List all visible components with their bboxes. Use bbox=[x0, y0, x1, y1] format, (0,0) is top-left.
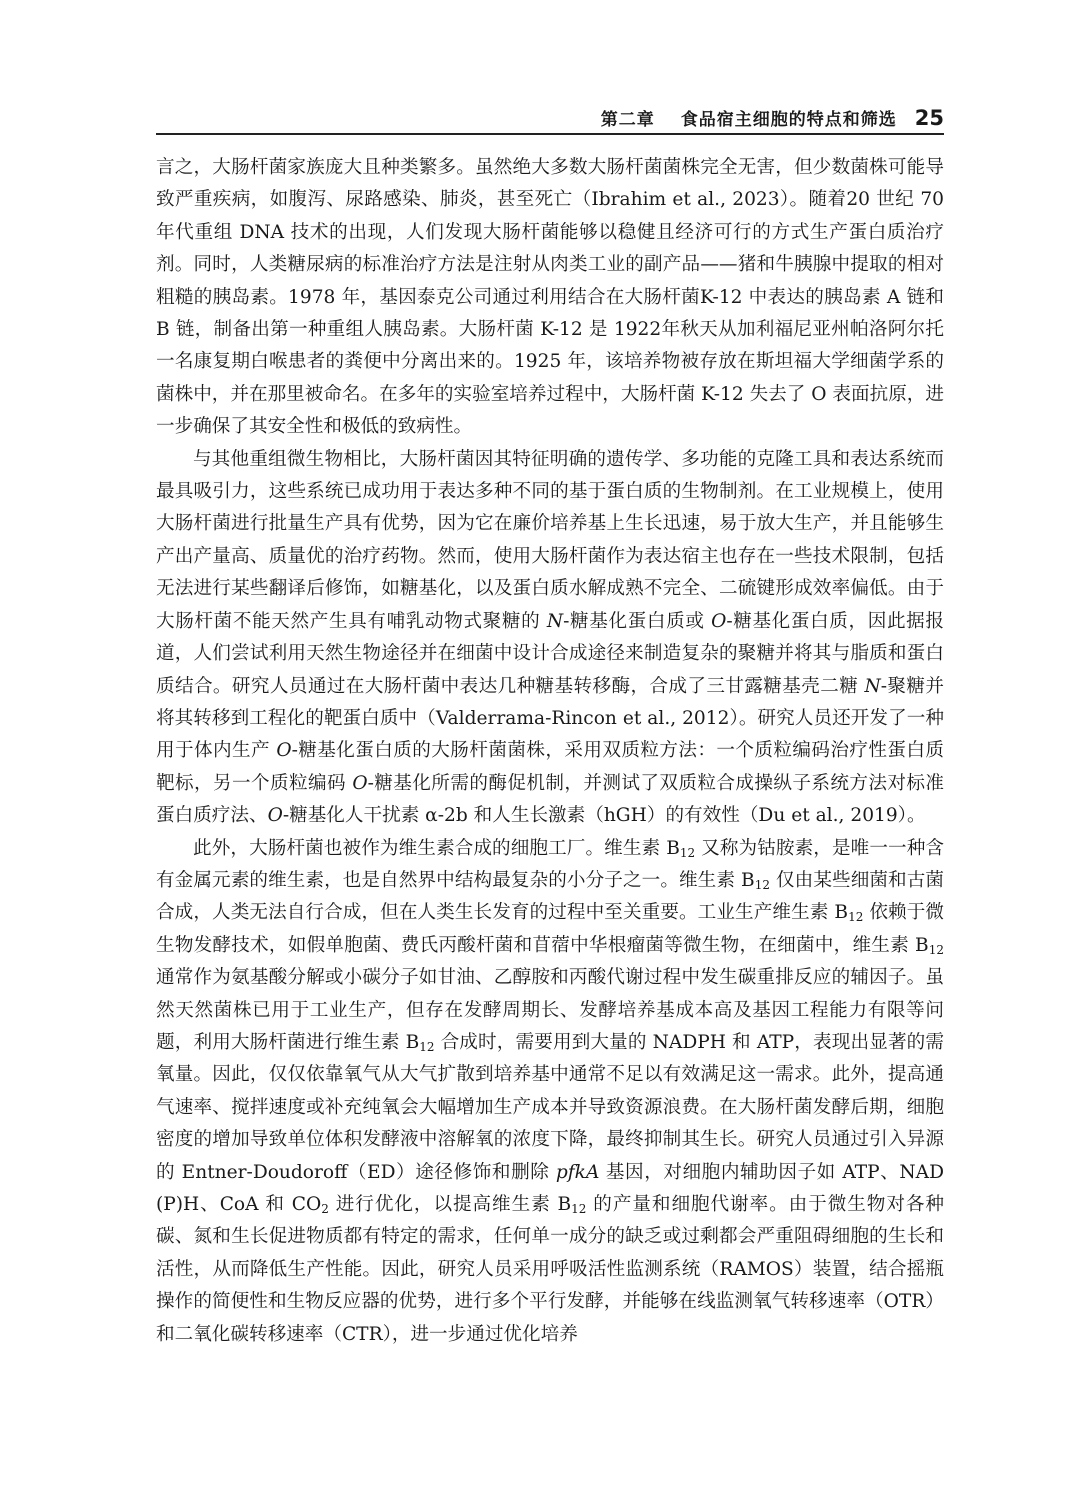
chapter-title: 食品宿主细胞的特点和筛选 bbox=[680, 110, 897, 130]
page-number: 25 bbox=[914, 106, 944, 130]
chapter-label: 第二章 bbox=[600, 110, 655, 130]
body-text bbox=[156, 152, 944, 1351]
running-head bbox=[156, 100, 944, 130]
paragraph-3: 此外，大肠杆菌也被作为维生素合成的细胞工厂。维生素 $B_{12}$ 又称为钴胺素，是唯一一种含有金属元素的维生素，也是自然界中结构最复杂的小分子之一。维生素 $B_{12}$ 仅由某些细菌和古菌合成，人类无法自行合成，但在人类生长发育的过程中至关重要。工业生产维生素 $B_{12}$ 依赖于微生物发酵技术，如假单胞菌、费氏丙酸杆菌和苜蓿中华根瘤菌等微生物，在细菌中，维生素 $B_{12}$ 通常作为氨基酸分解或小碳分子如甘油、乙醇胺和丙酸代谢过程中发生碳重排反应的辅因子。虽然天然菌株已用于工业生产，但存在发酵周期长、发酵培养基成本高及基因工程能力有限等问题，利用大肠杆菌进行维生素 $B_{12}$ 合成时，需要用到大量的 NADPH 和 ATP，表现出显著的需氧量。因此，仅仅依靠氧气从大气扩散到培养基中通常不足以有效满足这一需求。此外，提高通气速率、搅拌速度或补充纯氧会大幅增加生产成本并导致资源浪费。在大肠杆菌发酵后期，细胞密度的增加导致单位体积发酵液中溶解氧的浓度下降，最终抑制其生长。研究人员通过引入异源的 Entner-Doudoroff（ED）途径修饰和删除 pfkA 基因，对细胞内辅助因子如 ATP、NAD(P)H、CoA 和 $CO_2$ 进行优化，以提高维生素 $B_{12}$ 的产量和细胞代谢率。由于微生物对各种碳、氮和生长促进物质都有特定的需求，任何单一成分的缺乏或过剩都会严重阻碍细胞的生长和活性，从而降低生产性能。因此，研究人员采用呼吸活性监测系统（RAMOS）装置，结合摇瓶操作的简便性和生物反应器的优势，进行多个平行发酵，并能够在线监测氧气转移速率（OTR）和二氧化碳转移速率（CTR），进一步通过优化培养 bbox=[156, 837, 945, 1345]
paragraph-2: 与其他重组微生物相比，大肠杆菌因其特征明确的遗传学、多功能的克隆工具和表达系统而最具吸引力，这些系统已成功用于表达多种不同的基于蛋白质的生物制剂。在工业规模上，使用大肠杆菌进行批量生产具有优势，因为它在廉价培养基上生长迅速，易于放大生产，并且能够生产出产量高、质量优的治疗药物。然而，使用大肠杆菌作为表达宿主也存在一些技术限制，包括无法进行某些翻译后修饰，如糖基化，以及蛋白质水解成熟不完全、二硫键形成效率偏低。由于大肠杆菌不能天然产生具有哺乳动物式聚糖的 N-糖基化蛋白质或 O-糖基化蛋白质，因此据报道，人们尝试利用天然生物途径并在细菌中设计合成途径来制造复杂的聚糖并将其与脂质和蛋白质结合。研究人员通过在大肠杆菌中表达几种糖基转移酶，合成了三甘露糖基壳二糖 N-聚糖并将其转移到工程化的靶蛋白质中（Valderrama-Rincon et al., 2012）。研究人员还开发了一种用于体内生产 O-糖基化蛋白质的大肠杆菌菌株，采用双质粒方法：一个质粒编码治疗性蛋白质靶标，另一个质粒编码 O-糖基化所需的酶促机制，并测试了双质粒合成操纵子系统方法对标准蛋白质疗法、O-糖基化人干扰素 α-2b 和人生长激素（hGH）的有效性（Du et al., 2019）。 bbox=[156, 448, 944, 827]
header-rule bbox=[156, 133, 944, 135]
paragraph-1: 言之，大肠杆菌家族庞大且种类繁多。虽然绝大多数大肠杆菌菌株完全无害，但少数菌株可能导致严重疾病，如腹泻、尿路感染、肺炎，甚至死亡（Ibrahim et al., 2023）。随着20 世纪 70 年代重组 DNA 技术的出现，人们发现大肠杆菌能够以稳健且经济可行的方式生产蛋白质治疗剂。同时，人类糖尿病的标准治疗方法是注射从肉类工业的副产品——猪和牛胰腺中提取的相对粗糙的胰岛素。1978 年，基因泰克公司通过利用结合在大肠杆菌K-12 中表达的胰岛素 A 链和 B 链，制备出第一种重组人胰岛素。大肠杆菌 K-12 是 1922年秋天从加利福尼亚州帕洛阿尔托一名康复期白喉患者的粪便中分离出来的。1925 年，该培养物被存放在斯坦福大学细菌学系的菌株中，并在那里被命名。在多年的实验室培养过程中，大肠杆菌 K-12 失去了 O 表面抗原，进一步确保了其安全性和极低的致病性。 bbox=[156, 157, 944, 438]
